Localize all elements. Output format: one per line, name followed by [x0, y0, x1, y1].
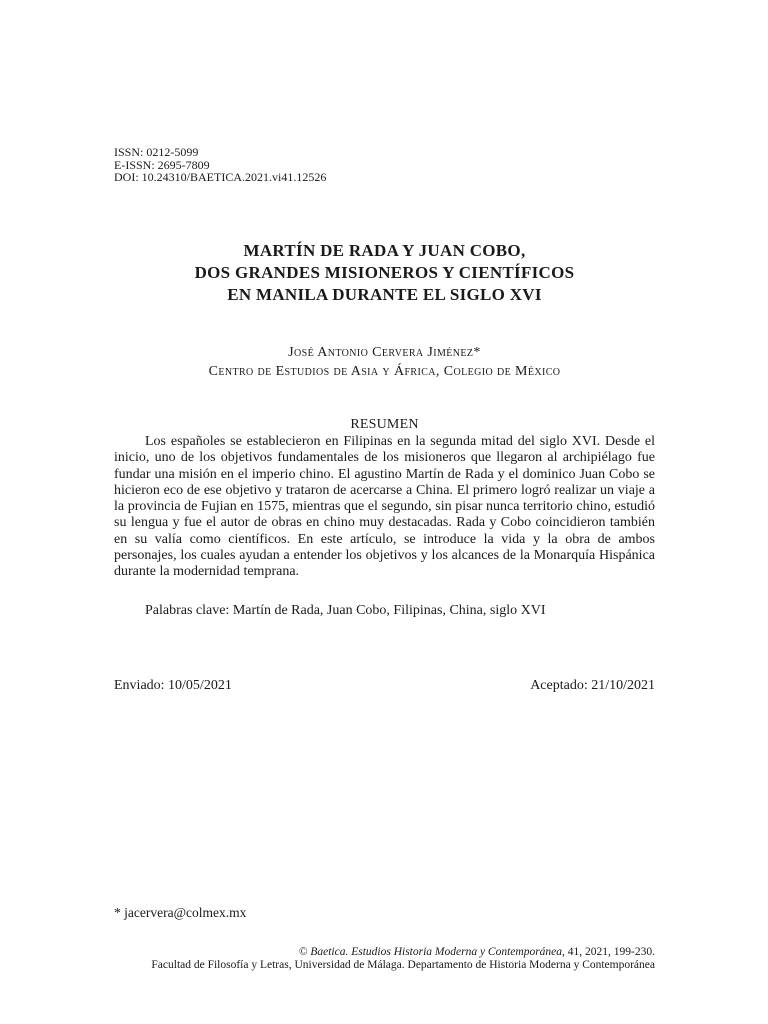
footer-institution: Facultad de Filosofía y Letras, Universidad de Málaga. Departamento de Historia Moderna y Contemporánea	[151, 959, 655, 971]
journal-identifiers	[114, 146, 326, 184]
author-name: José Antonio Cervera Jiménez*	[288, 345, 481, 360]
footer-citation	[114, 946, 655, 959]
abstract-heading: RESUMEN	[350, 417, 419, 432]
author-affiliation: Centro de Estudios de Asia y África, Colegio de México	[208, 364, 561, 379]
title-line-3: EN MANILA DURANTE EL SIGLO XVI	[227, 285, 542, 304]
author-block	[114, 343, 655, 381]
article-title	[114, 240, 655, 306]
volume-pages: , 41, 2021, 199-230.	[562, 946, 655, 958]
date-accepted: Aceptado: 21/10/2021	[530, 678, 655, 693]
issn: ISSN: 0212-5099	[114, 145, 199, 159]
journal-name: © Baetica. Estudios Historia Moderna y Contemporánea	[298, 946, 563, 958]
author-footnote: * jacervera@colmex.mx	[114, 905, 247, 920]
abstract-text: Los españoles se establecieron en Filipinas en la segunda mitad del siglo XVI. Desde el inicio, uno de los objetivos fundamentales de los misioneros que llegaron al archipiélago fue fundar una misión en el imperio chino. El agustino Martín de Rada y el dominico Juan Cobo se hicieron eco de ese objetivo y trataron de acercarse a China. El primero logró realizar un viaje a la provincia de Fujian en 1575, mientras que el segundo, sin pisar nunca territorio chino, estudió su lengua y fue el autor de obras en chino muy destacadas. Rada y Cobo coincidieron también en su valía como científicos. En este artículo, se introduce la vida y la obra de ambos personajes, los cuales ayudan a entender los objetivos y los alcances de la Monarquía Hispánica durante la modernidad temprana.	[114, 434, 655, 580]
title-line-1: MARTÍN DE RADA Y JUAN COBO,	[243, 241, 526, 260]
keywords: Palabras clave: Martín de Rada, Juan Cobo, Filipinas, China, siglo XVI	[145, 603, 546, 618]
page-footer	[114, 946, 655, 972]
date-sent: Enviado: 10/05/2021	[114, 678, 232, 693]
eissn: E-ISSN: 2695-7809	[114, 157, 210, 172]
doi: DOI: 10.24310/BAETICA.2021.vi41.12526	[114, 170, 327, 184]
title-line-2: DOS GRANDES MISIONEROS Y CIENTÍFICOS	[194, 263, 575, 282]
